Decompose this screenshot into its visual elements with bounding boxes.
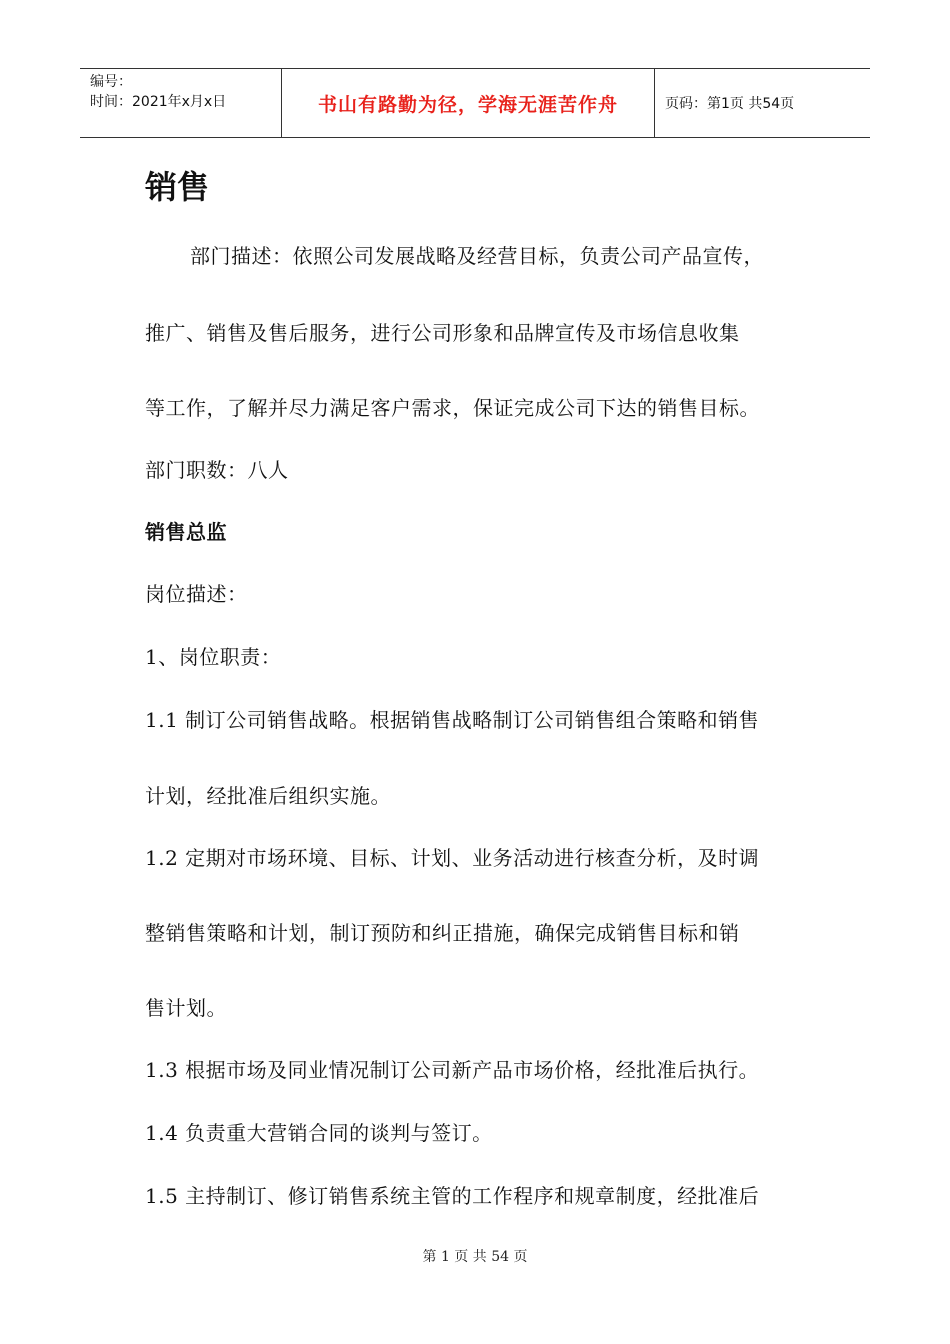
duty-1-2-line-3: 售计划。 <box>145 996 227 1020</box>
duty-1-3: 1.3 根据市场及同业情况制订公司新产品市场价格，经批准后执行。 <box>145 1058 760 1082</box>
duty-1-2-line-2: 整销售策略和计划，制订预防和纠正措施，确保完成销售目标和销 <box>145 921 740 945</box>
duty-1-2-line-1: 1.2 定期对市场环境、目标、计划、业务活动进行核查分析，及时调 <box>145 846 760 870</box>
dept-description-line-2: 推广、销售及售后服务，进行公司形象和品牌宣传及市场信息收集 <box>145 321 740 345</box>
dept-headcount: 部门职数：八人 <box>145 458 289 482</box>
dept-description-line-1: 部门描述：依照公司发展战略及经营目标，负责公司产品宣传， <box>190 244 764 268</box>
document-time-label: 时间：2021年x月x日 <box>90 94 227 110</box>
duty-1-4: 1.4 负责重大营销合同的谈判与签订。 <box>145 1121 493 1145</box>
header-page-info: 页码：第1页 共54页 <box>665 96 795 112</box>
duty-1-1-line-1: 1.1 制订公司销售战略。根据销售战略制订公司销售组合策略和销售 <box>145 708 760 732</box>
dept-description-line-3: 等工作，了解并尽力满足客户需求，保证完成公司下达的销售目标。 <box>145 396 760 420</box>
section-heading-sales-director: 销售总监 <box>145 520 227 544</box>
page-header <box>80 68 870 138</box>
header-motto: 书山有路勤为径，学海无涯苦作舟 <box>282 69 655 137</box>
duty-1-5-line-1: 1.5 主持制订、修订销售系统主管的工作程序和规章制度，经批准后 <box>145 1184 760 1208</box>
document-number-label: 编号： <box>90 74 132 90</box>
duties-heading: 1、岗位职责： <box>145 645 282 669</box>
position-description-label: 岗位描述： <box>145 582 248 606</box>
page-footer: 第 1 页 共 54 页 <box>422 1249 528 1265</box>
page-title: 销售 <box>145 168 210 206</box>
header-meta <box>80 69 282 137</box>
duty-1-1-line-2: 计划，经批准后组织实施。 <box>145 784 391 808</box>
